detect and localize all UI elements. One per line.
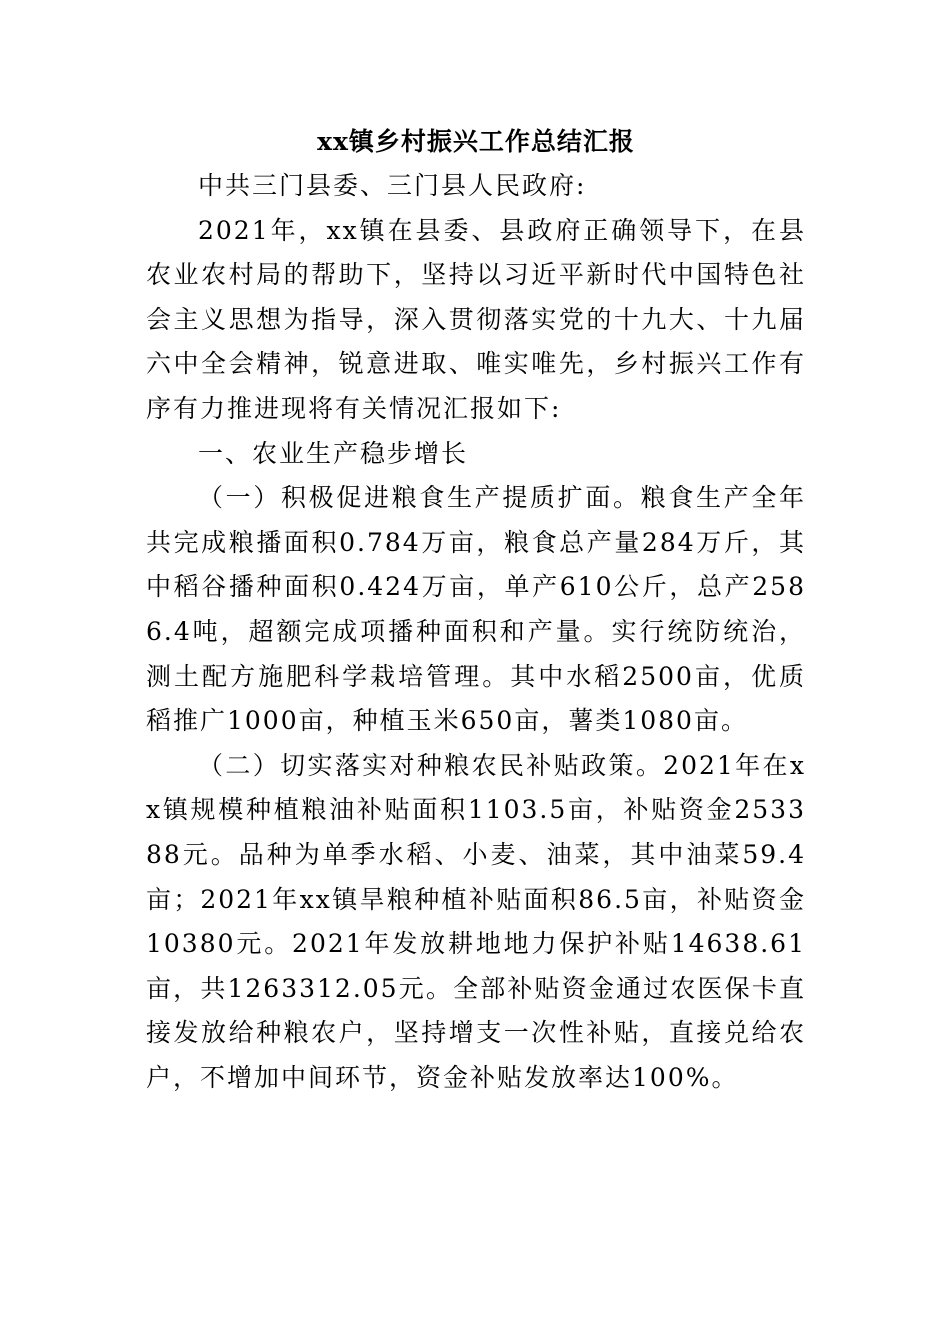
section-paragraph-grain: （一）积极促进粮食生产提质扩面。粮食生产全年共完成粮播面积0.784万亩，粮食总产量284万斤，其中稻谷播种面积0.424万亩，单产610公斤，总产2586.4吨，超额完成项播种面积和产量。实行统防统治，测土配方施肥科学栽培管理。其中水稻2500亩，优质稻推广1000亩，种植玉米650亩，薯类1080亩。 — [146, 483, 806, 736]
section-heading: 一、农业生产稳步增长 — [198, 438, 469, 468]
section-paragraph-subsidy: （二）切实落实对种粮农民补贴政策。2021年在xx镇规模种植粮油补贴面积1103.5亩，补贴资金253388元。品种为单季水稻、小麦、油菜，其中油菜59.4亩；2021年xx镇旱粮种植补贴面积86.5亩，补贴资金10380元。2021年发放耕地地力保护补贴14638.61亩，共1263312.05元。全部补贴资金通过农医保卡直接发放给种粮农户，坚持增支一次性补贴，直接兑给农户，不增加中间环节，资金补贴发放率达100%。 — [146, 750, 806, 1092]
intro-paragraph: 2021年，xx镇在县委、县政府正确领导下，在县农业农村局的帮助下，坚持以习近平新时代中国特色社会主义思想为指导，深入贯彻落实党的十九大、十九届六中全会精神，锐意进取、唯实唯先，乡村振兴工作有序有力推进现将有关情况汇报如下: — [146, 215, 806, 423]
document-title: xx镇乡村振兴工作总结汇报 — [317, 127, 635, 156]
salutation: 中共三门县委、三门县人民政府: — [198, 171, 587, 200]
document-body — [146, 120, 806, 1100]
